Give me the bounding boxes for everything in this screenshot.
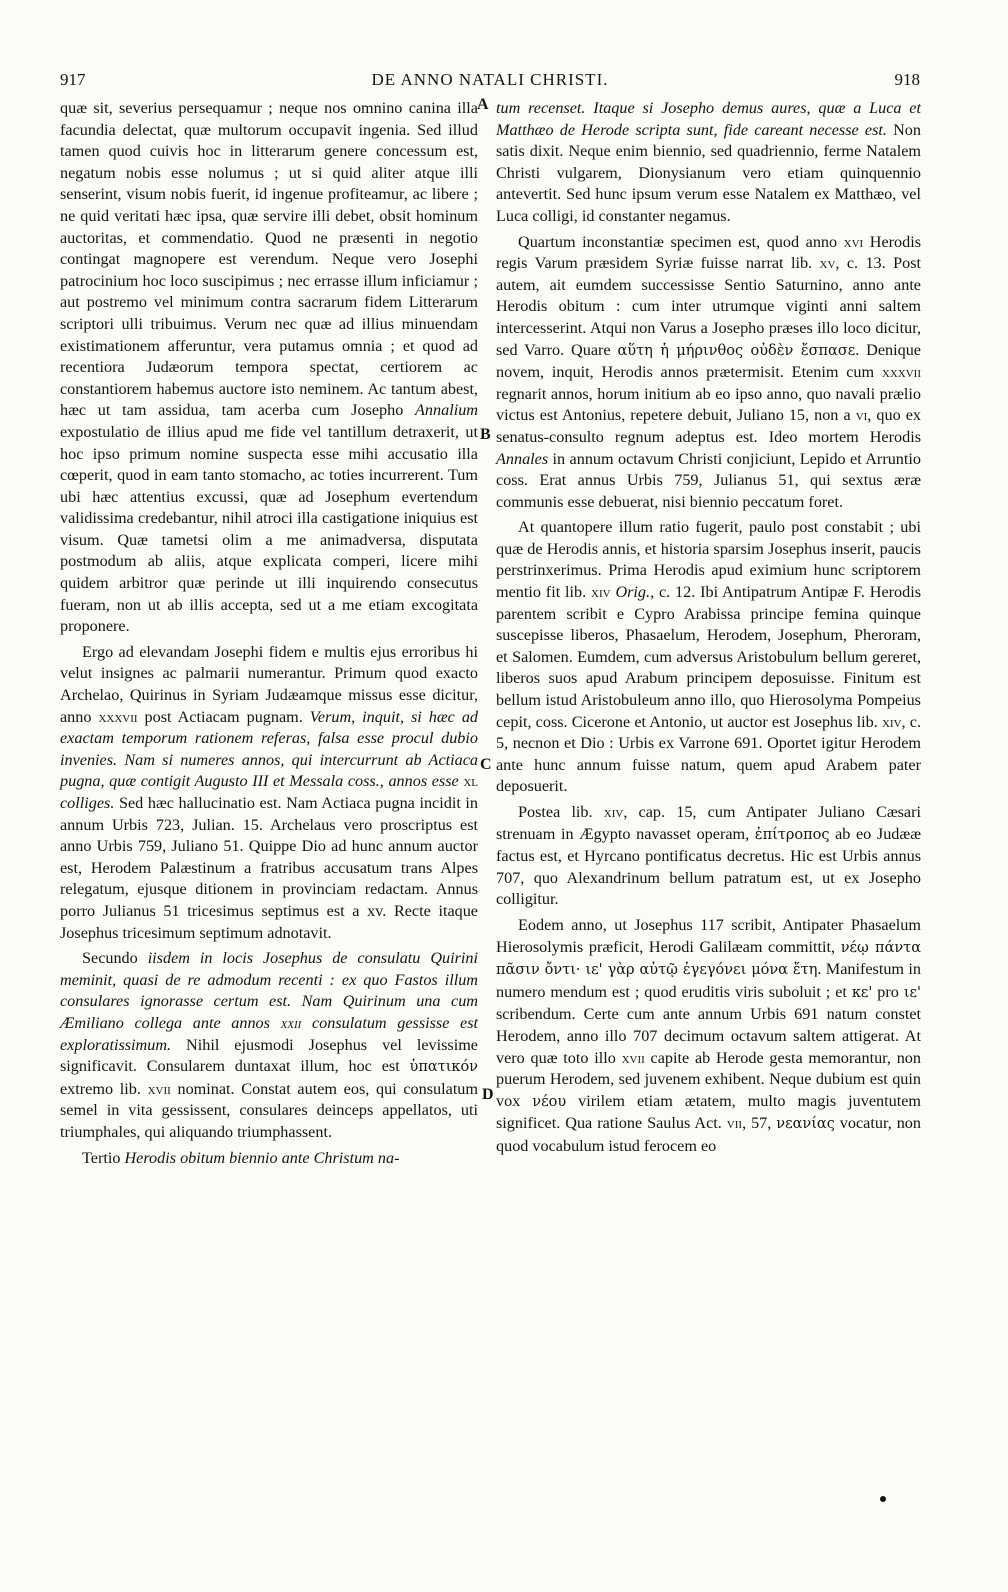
running-title: DE ANNO NATALI CHRISTI. [371, 70, 609, 89]
page-number-right: 918 [894, 70, 920, 89]
margin-marker-c: C [480, 756, 492, 773]
margin-marker-d: D [482, 1086, 494, 1103]
paragraph: tum recenset. Itaque si Josepho demus aures, quæ a Luca et Matthæo de Herode scripta sunt, fide careant necesse est. Non satis dixit. Neque enim biennio, sed quadriennio, ferme Natalem Christi vulgarem, Dionysianum vero etiam quinquennio antevertit. Sed hunc ipsum verum esse Natalem ex Matthæo, vel Luca colligi, id constanter negamus. [496, 99, 921, 225]
margin-marker-b: B [480, 426, 491, 443]
ink-dot [880, 1496, 886, 1502]
running-header [60, 70, 920, 94]
paragraph: Secundo iisdem in locis Josephus de consulatu Quirini meminit, quasi de re admodum recenti : ex quo Fastos illum consulares ignorasse certum est. Nam Quirinum una cum Æmiliano collega ante annos xxii consulatum gessisse est exploratissimum. Nihil ejusmodi Josephus vel levissime significavit. Consularem duntaxat illum, hoc est ὑπατικόν extremo lib. xvii nominat. Constat autem eos, qui consulatum semel in vita gessissent, consulares deinceps appellatos, uti triumphales, qui aliquando triumphassent. [60, 949, 479, 1141]
page-number-left: 917 [60, 70, 86, 89]
paragraph: Ergo ad elevandam Josephi fidem e multis ejus erroribus hi velut insignes ac palmarii numerantur. Primum quod exacto Archelao, Quirinus in Syriam Judæamque missus esse dicitur, anno xxxvii post Actiacam pugnam. Verum, inquit, si hæc ad exactam temporum rationem referas, falsa esse procul dubio invenies. Nam si numeres annos, qui intercurrunt ab Actiaca pugna, quæ contigit Augusto III et Messala coss., annos esse xl colliges. Sed hæc hallucinatio est. Nam Actiaca pugna incidit in annum Urbis 723, Julian. 15. Archelaus vero proscriptus est anno Urbis 759, Juliano 51. Quippe Dio ad hunc annum auctor est, Herodem Palæstinum a fratribus accusatum trans Alpes relegatum, ejusque ditionem in provinciam redactam. Annus porro Julianus 51 tricesimus septimus est a xv. Recte itaque Josephus tricesimum septimum adnotavit. [60, 642, 479, 942]
paragraph: Postea lib. xiv, cap. 15, cum Antipater Juliano Cæsari strenuam in Ægypto navasset operam, ἐπίτροπος ab eo Judææ factus est, et Hyrcano pontificatus decretus. Hic est Urbis annus 707, quo Alexandrinum bellum patratum est, ut ex Josepho colligitur. [496, 803, 921, 909]
right-column [496, 98, 921, 1158]
paragraph: At quantopere illum ratio fugerit, paulo post constabit ; ubi quæ de Herodis annis, et historia sparsim Josephus inserit, paucis perstrinxerimus. Prima Herodis apud eximium hunc scriptorem mentio fit lib. xiv Orig., c. 12. Ibi Antipatrum Antipæ F. Herodis parentem scribit e Cypro Arabissa principe femina quinque suscepisse liberos, Phasaelum, Herodem, Josephum, Pheroram, et Salomen. Eumdem, cum adversus Aristobulum bellum gereret, liberos suos apud Arabum principem deposuisse. Finitum est bellum istud Aristobuleum anno illo, quo Hierosolyma Pompeius cepit, coss. Cicerone et Antonio, ut auctor est Josephus lib. xiv, c. 5, necnon et Dio : Urbis ex Varrone 691. Oportet igitur Herodem ante hunc annum fuisse natum, quem apud Arabem pater deposuerit. [496, 518, 922, 796]
left-column [60, 98, 478, 1169]
margin-marker-a: A [477, 96, 489, 113]
paragraph: Quartum inconstantiæ specimen est, quod anno xvi Herodis regis Varum præsidem Syriæ fuisse narrat lib. xv, c. 13. Post autem, ait eumdem successisse Sentio Saturnino, anno ante Herodis obitum : cum inter utrumque viginti anni saltem intercesserint. Atqui non Varus a Josepho præses illo loco dicitur, sed Varro. Quare αὕτη ἡ μήρινθος οὐδὲν ἔσπασε. Denique novem, inquit, Herodis annos prætermisit. Etenim cum xxxvii regnarit annos, horum initium ab eo ipso anno, quo navali prælio victus est Antonius, repetere debuit, Juliano 15, non a vi, quo ex senatus-consulto regnum adeptus est. Ideo mortem Herodis Annales in annum octavum Christi conjiciunt, Lepido et Arruntio coss. Erat annus Urbis 759, Julianus 51, qui sextus æræ communis esse debuerat, nisi biennio peccatum foret. [496, 232, 922, 511]
paragraph: Tertio Herodis obitum biennio ante Christum na- [82, 1148, 400, 1167]
paragraph: Eodem anno, ut Josephus 117 scribit, Antipater Phasaelum Hierosolymis præficit, Herodi Galilæam committit, νέῳ πάντα πᾶσιν ὄντι· ιε' γὰρ αὐτῷ ἐγεγόνει μόνα ἔτη. Manifestum in numero mendum est ; quod eruditis viris suboluit ; et κε' pro ιε' scribendum. Certe cum ante annum Urbis 691 natum constet Herodem, anno illo 707 decimum octavum saltem attigerat. At vero quæ toto illo xvii capite ab Herode gesta memorantur, non puerum Herodem, sed juvenem exhibent. Neque dubium est quin vox νέου virilem etiam ætatem, multo magis juventutem significet. Qua ratione Saulus Act. vii, 57, νεανίας vocatur, non quod vocabulum istud ferocem eo [496, 915, 922, 1155]
paragraph: quæ sit, severius persequamur ; neque nos omnino canina illa facundia delectat, quæ multorum occupavit ingenia. Sed illud tamen quod cuivis hoc in litterarum genere concessum est, negatum nobis esse nolumus ; ut si quid aliter atque illi senserint, visum nobis fuerit, id ingenue profiteamur, ac libere ; ne quid veritati hæc ipsa, quæ servire illi debet, obsit hominum auctoritas, et commendatio. Quod ne præsenti in negotio contingat magnopere est verendum. Neque vero Josephi patrocinium hoc loco suscipimus ; nec errasse illum inficiamur ; aut postremo vel minimum contra sacrarum fidem Litterarum scriptori ulli tribuimus. Verum nec quæ ad illius minuendam existimationem afferuntur, vera putamus omnia ; et quod ad recentiora Judæorum tempora spectat, certiorem ac constantiorem habemus auctore isto neminem. Ac tantum abest, hæc ut tam assidua, tam acerba cum Josepho Annalium expostulatio de illius apud me fide vel tantillum detraxerit, ut hoc ipso primum nomine suspecta esse mihi accusatio illa cœperit, quod in eam tanto stomacho, ac toties incurrerent. Tum ubi hæc attentius excussi, quæ ad Josephum evertendum validissima credebantur, nihil atroci illa castigatione iniquius est visum. Quæ tametsi olim a me animadversa, disputata postmodum ab aliis, atque explicata comperi, licere mihi quidem arbitror quæ perinde ut illi inquirendo consecutus fueram, non ut ab illis accepta, sed ut a me etiam excogitata proponere. [60, 99, 478, 636]
